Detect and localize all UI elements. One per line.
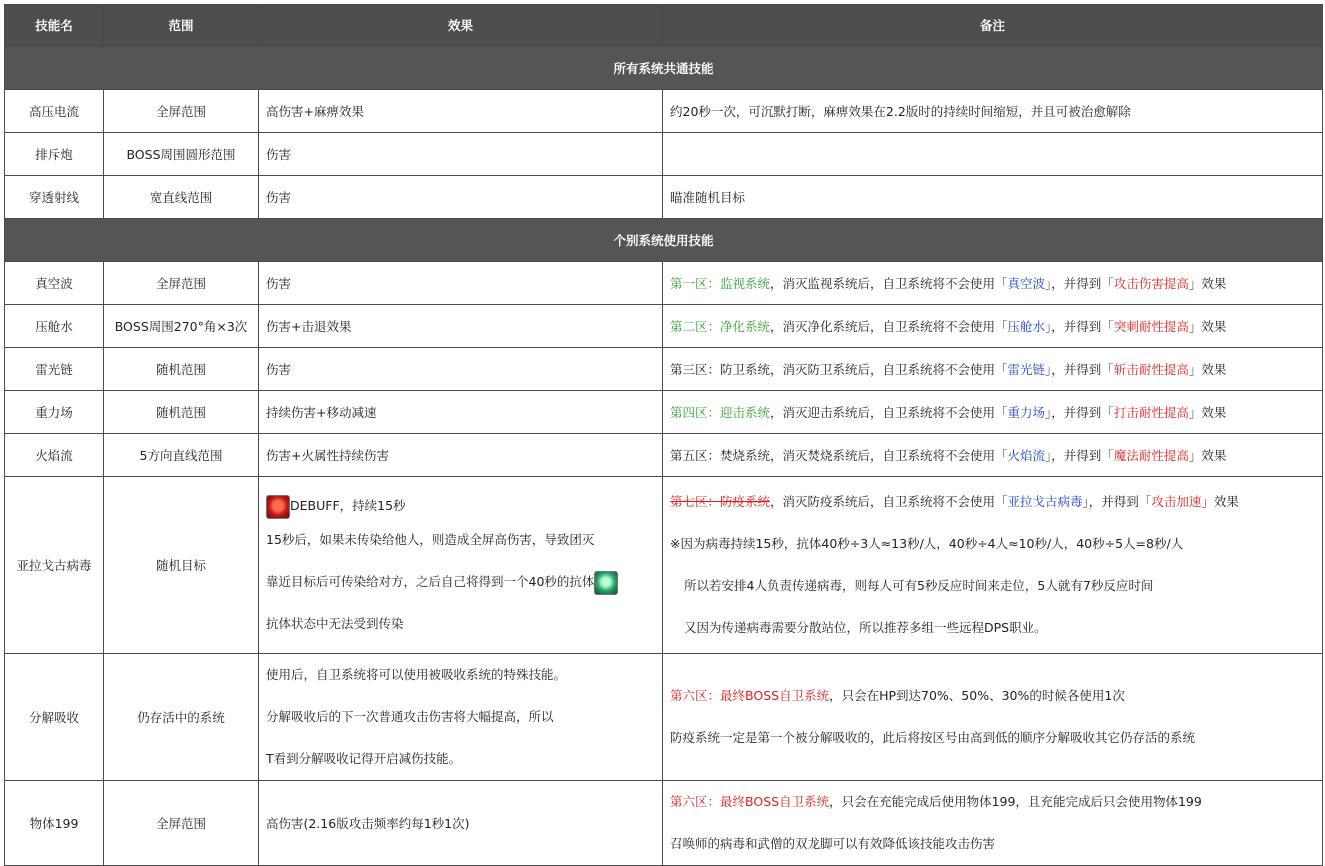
skill-range: 随机目标	[104, 477, 259, 654]
skill-range: BOSS周围270°角×3次	[104, 305, 259, 348]
skill-name: 雷光链	[5, 348, 104, 391]
effect-line: 抗体状态中无法受到传染	[266, 616, 404, 631]
skill-note: 瞄准随机目标	[663, 176, 1323, 219]
skill-effect: 伤害	[259, 262, 663, 305]
note-line: 又因为传递病毒需要分散站位，所以推荐多组一些远程DPS职业。	[684, 620, 1047, 635]
skill-range: 全屏范围	[104, 90, 259, 133]
header-range: 范围	[104, 5, 259, 47]
note-line: 防疫系统一定是第一个被分解吸收的，此后将按区号由高到低的顺序分解吸收其它仍存活的系统	[670, 730, 1196, 745]
note-text: 」，并得到「	[1045, 447, 1114, 463]
skill-ref: 重力场	[1007, 404, 1046, 420]
skill-ref: 亚拉戈古病毒	[1007, 494, 1083, 509]
skill-name: 亚拉戈古病毒	[5, 477, 104, 654]
skill-range: BOSS周围圆形范围	[104, 133, 259, 176]
header-effect: 效果	[259, 5, 663, 47]
section-individual-row	[5, 219, 1323, 262]
effect-line: 15秒后，如果未传染给他人，则造成全屏高伤害，导致团灭	[266, 532, 595, 547]
section-common-row	[5, 47, 1323, 90]
note-text: 」，并得到「	[1082, 494, 1152, 509]
table-row-matter	[5, 781, 1323, 866]
buff-label: 攻击加速	[1151, 494, 1202, 509]
skill-name: 物体199	[5, 781, 104, 866]
skill-effect: 高伤害(2.16版攻击频率约每1秒1次)	[259, 781, 663, 866]
note-text: ，只会在HP到达70%、50%、30%的时候各使用1次	[829, 688, 1125, 703]
skill-note	[663, 434, 1323, 477]
effect-line: T看到分解吸收记得开启减伤技能。	[266, 751, 462, 766]
note-text: 」效果	[1188, 447, 1227, 463]
table-row	[5, 305, 1323, 348]
note-line: 所以若安排4人负责传递病毒，则每人可有5秒反应时间来走位，5人就有7秒反应时间	[684, 578, 1154, 593]
skill-name: 高压电流	[5, 90, 104, 133]
note-text: 」效果	[1201, 494, 1239, 509]
buff-label: 斩击耐性提高	[1113, 361, 1189, 377]
note-text: 」，并得到「	[1045, 361, 1114, 377]
buff-label: 魔法耐性提高	[1113, 447, 1189, 463]
skill-effect: 持续伤害+移动减速	[259, 391, 663, 434]
skill-range: 5方向直线范围	[104, 434, 259, 477]
note-text: 」效果	[1188, 404, 1227, 420]
skill-range: 全屏范围	[104, 781, 259, 866]
section-common-title: 所有系统共通技能	[5, 47, 1323, 90]
skill-ref: 真空波	[1007, 275, 1046, 291]
table-row	[5, 176, 1323, 219]
skill-ref: 压舱水	[1007, 318, 1046, 334]
skill-note	[663, 391, 1323, 434]
skill-ref: 火焰流	[1007, 447, 1046, 463]
skill-note	[663, 781, 1323, 866]
antibody-icon	[594, 571, 618, 595]
note-text: ，消灭净化系统后，自卫系统将不会使用「	[770, 318, 1008, 334]
buff-label: 突刺耐性提高	[1113, 318, 1189, 334]
note-text: 」效果	[1188, 275, 1227, 291]
skill-note	[663, 305, 1323, 348]
skill-note	[663, 477, 1323, 654]
skill-range: 仍存活中的系统	[104, 654, 259, 781]
skill-effect: 伤害	[259, 133, 663, 176]
header-notes: 备注	[663, 5, 1323, 47]
zone-label: 第六区：最终BOSS自卫系统	[670, 688, 830, 703]
skill-name: 压舱水	[5, 305, 104, 348]
skill-range: 宽直线范围	[104, 176, 259, 219]
skill-effect: 高伤害+麻痹效果	[259, 90, 663, 133]
note-line	[670, 675, 1315, 717]
effect-text: 靠近目标后可传染给对方，之后自己将得到一个40秒的抗体	[266, 574, 595, 589]
note-text: ，消灭防卫系统后，自卫系统将不会使用「	[770, 361, 1008, 377]
section-individual-title: 个别系统使用技能	[5, 219, 1323, 262]
skill-name: 分解吸收	[5, 654, 104, 781]
skill-note	[663, 348, 1323, 391]
note-line: 召唤师的病毒和武僧的双龙脚可以有效降低该技能攻击伤害	[670, 836, 996, 851]
header-row	[5, 5, 1323, 47]
table-row	[5, 262, 1323, 305]
zone-label: 第二区：净化系统	[670, 318, 771, 334]
skill-note: 约20秒一次，可沉默打断，麻痹效果在2.2版时的持续时间缩短，并且可被治愈解除	[663, 90, 1323, 133]
note-line	[670, 481, 1315, 523]
skill-note	[663, 654, 1323, 781]
buff-label: 攻击伤害提高	[1113, 275, 1189, 291]
zone-label: 第一区：监视系统	[670, 275, 771, 291]
zone-label: 第七区：防疫系统	[670, 494, 771, 509]
note-text: 」效果	[1188, 361, 1227, 377]
skill-effect: 伤害+击退效果	[259, 305, 663, 348]
skill-name: 重力场	[5, 391, 104, 434]
effect-line	[266, 561, 655, 603]
table-row-absorb	[5, 654, 1323, 781]
skill-effect: 伤害+火属性持续伤害	[259, 434, 663, 477]
skill-note	[663, 133, 1323, 176]
effect-line: 使用后，自卫系统将可以使用被吸收系统的特殊技能。	[266, 667, 567, 682]
skill-effect: 伤害	[259, 176, 663, 219]
table-row	[5, 391, 1323, 434]
effect-line: 分解吸收后的下一次普通攻击伤害将大幅提高，所以	[266, 709, 554, 724]
skill-name: 火焰流	[5, 434, 104, 477]
note-text: ，只会在充能完成后使用物体199，且充能完成后只会使用物体199	[829, 794, 1202, 809]
note-line: ※因为病毒持续15秒，抗体40秒÷3人≈13秒/人，40秒÷4人≈10秒/人，40秒÷5人=8秒/人	[670, 536, 1184, 551]
skill-effect	[259, 477, 663, 654]
table-row	[5, 434, 1323, 477]
table-row	[5, 348, 1323, 391]
skill-range: 随机范围	[104, 391, 259, 434]
skill-range: 随机范围	[104, 348, 259, 391]
zone-label: 第五区：焚烧系统	[670, 447, 771, 463]
note-text: 」，并得到「	[1045, 318, 1114, 334]
note-text: ，消灭监视系统后，自卫系统将不会使用「	[770, 275, 1008, 291]
zone-label: 第四区：迎击系统	[670, 404, 771, 420]
note-text: 」效果	[1188, 318, 1227, 334]
table-row-virus	[5, 477, 1323, 654]
skill-note	[663, 262, 1323, 305]
skill-name: 排斥炮	[5, 133, 104, 176]
table-row	[5, 90, 1323, 133]
zone-label: 第六区：最终BOSS自卫系统	[670, 794, 830, 809]
effect-line	[266, 485, 655, 519]
skill-range: 全屏范围	[104, 262, 259, 305]
skill-name: 真空波	[5, 262, 104, 305]
skill-ref: 雷光链	[1007, 361, 1046, 377]
skill-effect	[259, 654, 663, 781]
note-text: 」，并得到「	[1045, 275, 1114, 291]
skill-table	[4, 4, 1323, 866]
note-text: ，消灭防疫系统后，自卫系统将不会使用「	[770, 494, 1008, 509]
debuff-icon	[266, 495, 290, 519]
zone-label: 第三区：防卫系统	[670, 361, 771, 377]
note-text: ，消灭迎击系统后，自卫系统将不会使用「	[770, 404, 1008, 420]
skill-effect: 伤害	[259, 348, 663, 391]
note-line	[670, 781, 1315, 823]
table-row	[5, 133, 1323, 176]
skill-name: 穿透射线	[5, 176, 104, 219]
buff-label: 打击耐性提高	[1113, 404, 1189, 420]
note-text: 」，并得到「	[1045, 404, 1114, 420]
note-text: ，消灭焚烧系统后，自卫系统将不会使用「	[770, 447, 1008, 463]
effect-text: DEBUFF，持续15秒	[290, 498, 406, 513]
header-skill-name: 技能名	[5, 5, 104, 47]
